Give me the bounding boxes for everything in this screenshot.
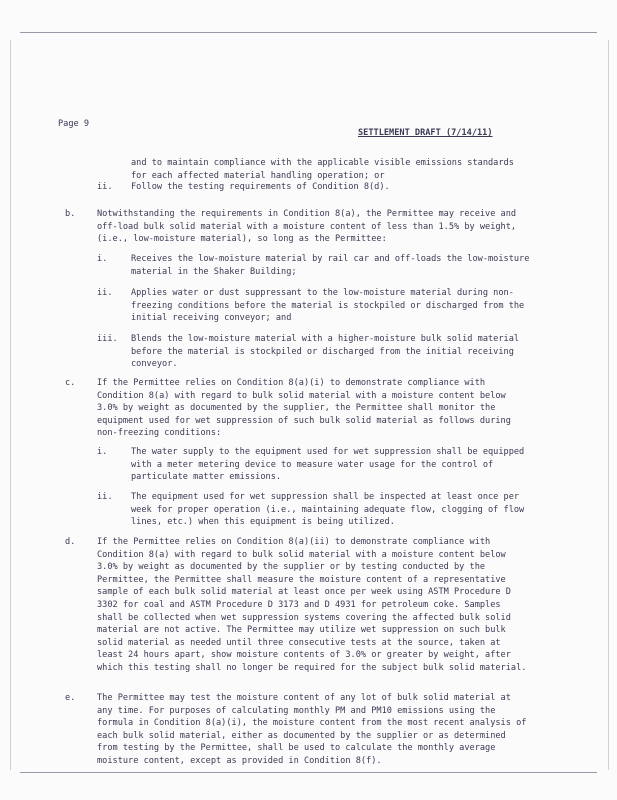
text-line: lines, etc.) when this equipment is being utilized. <box>131 517 395 528</box>
scan-left-edge <box>10 40 11 770</box>
paragraph-b <box>97 208 516 246</box>
text-line: each bulk solid material, either as documented by the supplier or as determined <box>97 730 506 741</box>
text-line: Blends the low-moisture material with a higher-moisture bulk solid material <box>131 334 520 344</box>
text-line: shall be collected when wet suppression systems covering the affected bulk solid <box>97 612 511 623</box>
paragraph-c-i <box>131 446 524 484</box>
paragraph-b-iii <box>131 333 519 371</box>
item-label: b. <box>65 209 76 219</box>
text-line: If the Permittee relies on Condition 8(a)(i) to demonstrate compliance with <box>97 378 486 388</box>
text-line: formula in Condition 8(a)(i), the moisture content from the most recent analysis of <box>97 718 527 729</box>
text-line: from testing by the Permittee, shall be used to calculate the monthly average <box>97 743 496 754</box>
item-label: e. <box>65 693 76 703</box>
text-line: 3.0% by weight as documented by the supplier, the Permittee shall monitor the <box>97 403 496 414</box>
text-line: before the material is stockpiled or discharged from the initial receiving <box>131 346 514 357</box>
text-line: particulate matter emissions. <box>131 472 282 483</box>
text-line: The water supply to the equipment used for wet suppression shall be equipped <box>131 447 525 457</box>
text-line: any time. For purposes of calculating monthly PM and PM10 emissions using the <box>97 705 496 716</box>
item-label: ii. <box>97 182 113 192</box>
text-line: Receives the low-moisture material by rail car and off-loads the low-moisture <box>131 254 530 264</box>
item-label: d. <box>65 537 76 547</box>
paragraph-b-i <box>131 253 529 278</box>
text-line: Permittee, the Permittee shall measure the moisture content of a representative <box>97 574 506 585</box>
paragraph-a-continued <box>131 157 514 182</box>
scan-top-edge <box>20 32 597 33</box>
text-line: week for proper operation (i.e., maintaining adequate flow, clogging of flow <box>131 504 525 515</box>
page-number: Page 9 <box>58 119 90 129</box>
text-line: 3.0% by weight as documented by the supplier or by testing conducted by the <box>97 562 486 573</box>
scan-bottom-edge <box>20 772 597 773</box>
item-label: i. <box>97 254 108 264</box>
text-line: If the Permittee relies on Condition 8(a)(ii) to demonstrate compliance with <box>97 537 491 547</box>
text-line: freezing conditions before the material is stockpiled or discharged from the <box>131 300 525 311</box>
text-line: initial receiving conveyor; and <box>131 313 292 324</box>
text-line: conveyor. <box>131 359 178 370</box>
text-line: which this testing shall no longer be required for the subject bulk solid material. <box>97 662 527 673</box>
paragraph-d <box>97 536 526 675</box>
text-line: 3302 for coal and ASTM Procedure D 3173 and D 4931 for petroleum coke. Samples <box>97 599 501 610</box>
paragraph-a-ii <box>131 181 390 194</box>
text-line: off-load bulk solid material with a moisture content of less than 1.5% by weight, <box>97 221 517 232</box>
item-label: ii. <box>97 288 113 298</box>
paragraph-e <box>97 692 526 768</box>
text-line: material are not active. The Permittee may utilize wet suppression on such bulk <box>97 625 506 636</box>
text-line: Condition 8(a) with regard to bulk solid material with a moisture content below <box>97 390 506 401</box>
draft-header: SETTLEMENT DRAFT (7/14/11) <box>358 128 493 138</box>
item-label: iii. <box>97 334 118 344</box>
text-line: material in the Shaker Building; <box>131 266 297 277</box>
item-label: i. <box>97 447 108 457</box>
text-line: Applies water or dust suppressant to the low-moisture material during non- <box>131 288 514 298</box>
text-line: Condition 8(a) with regard to bulk solid material with a moisture content below <box>97 549 506 560</box>
text-line: The Permittee may test the moisture content of any lot of bulk solid material at <box>97 693 511 703</box>
scan-right-edge <box>608 40 609 770</box>
text-line: for each affected material handling operation; or <box>131 170 385 181</box>
text-line: with a meter metering device to measure water usage for the control of <box>131 459 494 470</box>
text-line: non-freezing conditions: <box>97 428 222 439</box>
text-line: Follow the testing requirements of Condition 8(d). <box>131 182 390 192</box>
text-line: least 24 hours apart, show moisture contents of 3.0% or greater by weight, after <box>97 650 511 661</box>
text-line: The equipment used for wet suppression shall be inspected at least once per <box>131 492 520 502</box>
text-line: equipment used for wet suppression of such bulk solid material as follows during <box>97 415 511 426</box>
item-label: c. <box>65 378 76 388</box>
text-line: and to maintain compliance with the applicable visible emissions standards <box>131 158 514 168</box>
text-line: solid material as needed until three consecutive tests at the source, taken at <box>97 637 501 648</box>
paragraph-c <box>97 377 511 440</box>
paragraph-b-ii <box>131 287 524 325</box>
text-line: moisture content, except as provided in Condition 8(f). <box>97 755 382 766</box>
text-line: sample of each bulk solid material at least once per week using ASTM Procedure D <box>97 587 511 598</box>
paragraph-c-ii <box>131 491 524 529</box>
item-label: ii. <box>97 492 113 502</box>
text-line: (i.e., low-moisture material), so long as the Permittee: <box>97 234 387 245</box>
text-line: Notwithstanding the requirements in Condition 8(a), the Permittee may receive and <box>97 209 517 219</box>
